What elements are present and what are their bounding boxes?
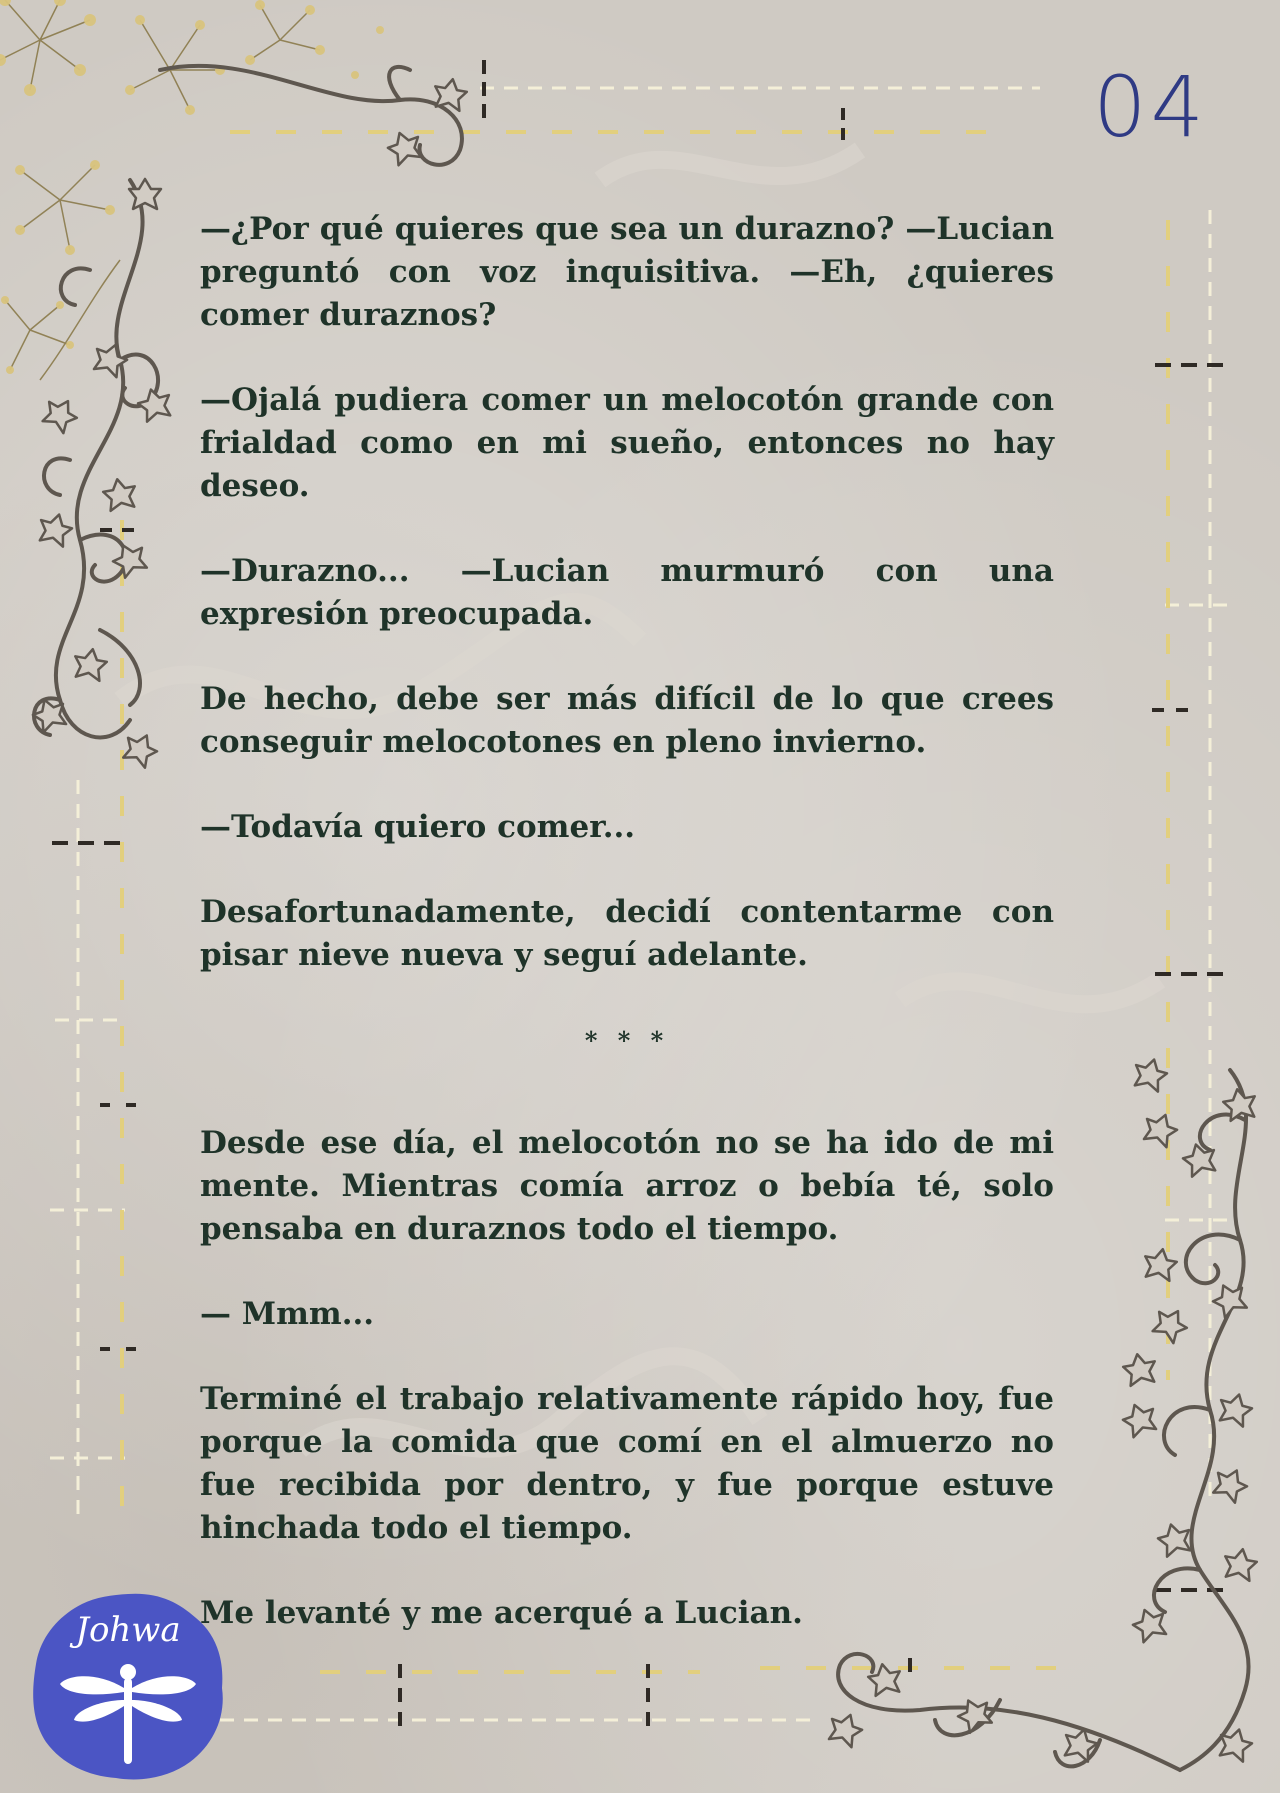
paragraph: —Todavía quiero comer... bbox=[200, 809, 636, 845]
paragraph: De hecho, debe ser más difícil de lo que crees conseguir melocotones en pleno invierno. bbox=[200, 681, 1054, 760]
story-text bbox=[200, 208, 1054, 1677]
paragraph: —Durazno... —Lucian murmuró con una expresión preocupada. bbox=[200, 553, 1054, 632]
logo-text: Johwa bbox=[75, 1610, 181, 1650]
paragraph: Me levanté y me acerqué a Lucian. bbox=[200, 1595, 803, 1631]
paragraph: Terminé el trabajo relativamente rápido hoy, fue porque la comida que comí en el almuerzo no fue recibida por dentro, y fue porque estuve hinchada todo el tiempo. bbox=[200, 1381, 1054, 1546]
page-number: 04 bbox=[1093, 58, 1208, 156]
paragraph: — Mmm... bbox=[200, 1296, 375, 1332]
paragraph: —¿Por qué quieres que sea un durazno? —Lucian preguntó con voz inquisitiva. —Eh, ¿quieres comer duraznos? bbox=[200, 211, 1054, 333]
paragraph: —Ojalá pudiera comer un melocotón grande con frialdad como en mi sueño, entonces no hay deseo. bbox=[200, 382, 1054, 504]
johwa-logo bbox=[28, 1588, 228, 1784]
paragraph: Desafortunadamente, decidí contentarme con pisar nieve nueva y seguí adelante. bbox=[200, 894, 1054, 973]
scene-separator: * * * bbox=[584, 1026, 670, 1055]
paragraph: Desde ese día, el melocotón no se ha ido de mi mente. Mientras comía arroz o bebía té, solo pensaba en duraznos todo el tiempo. bbox=[200, 1125, 1054, 1247]
